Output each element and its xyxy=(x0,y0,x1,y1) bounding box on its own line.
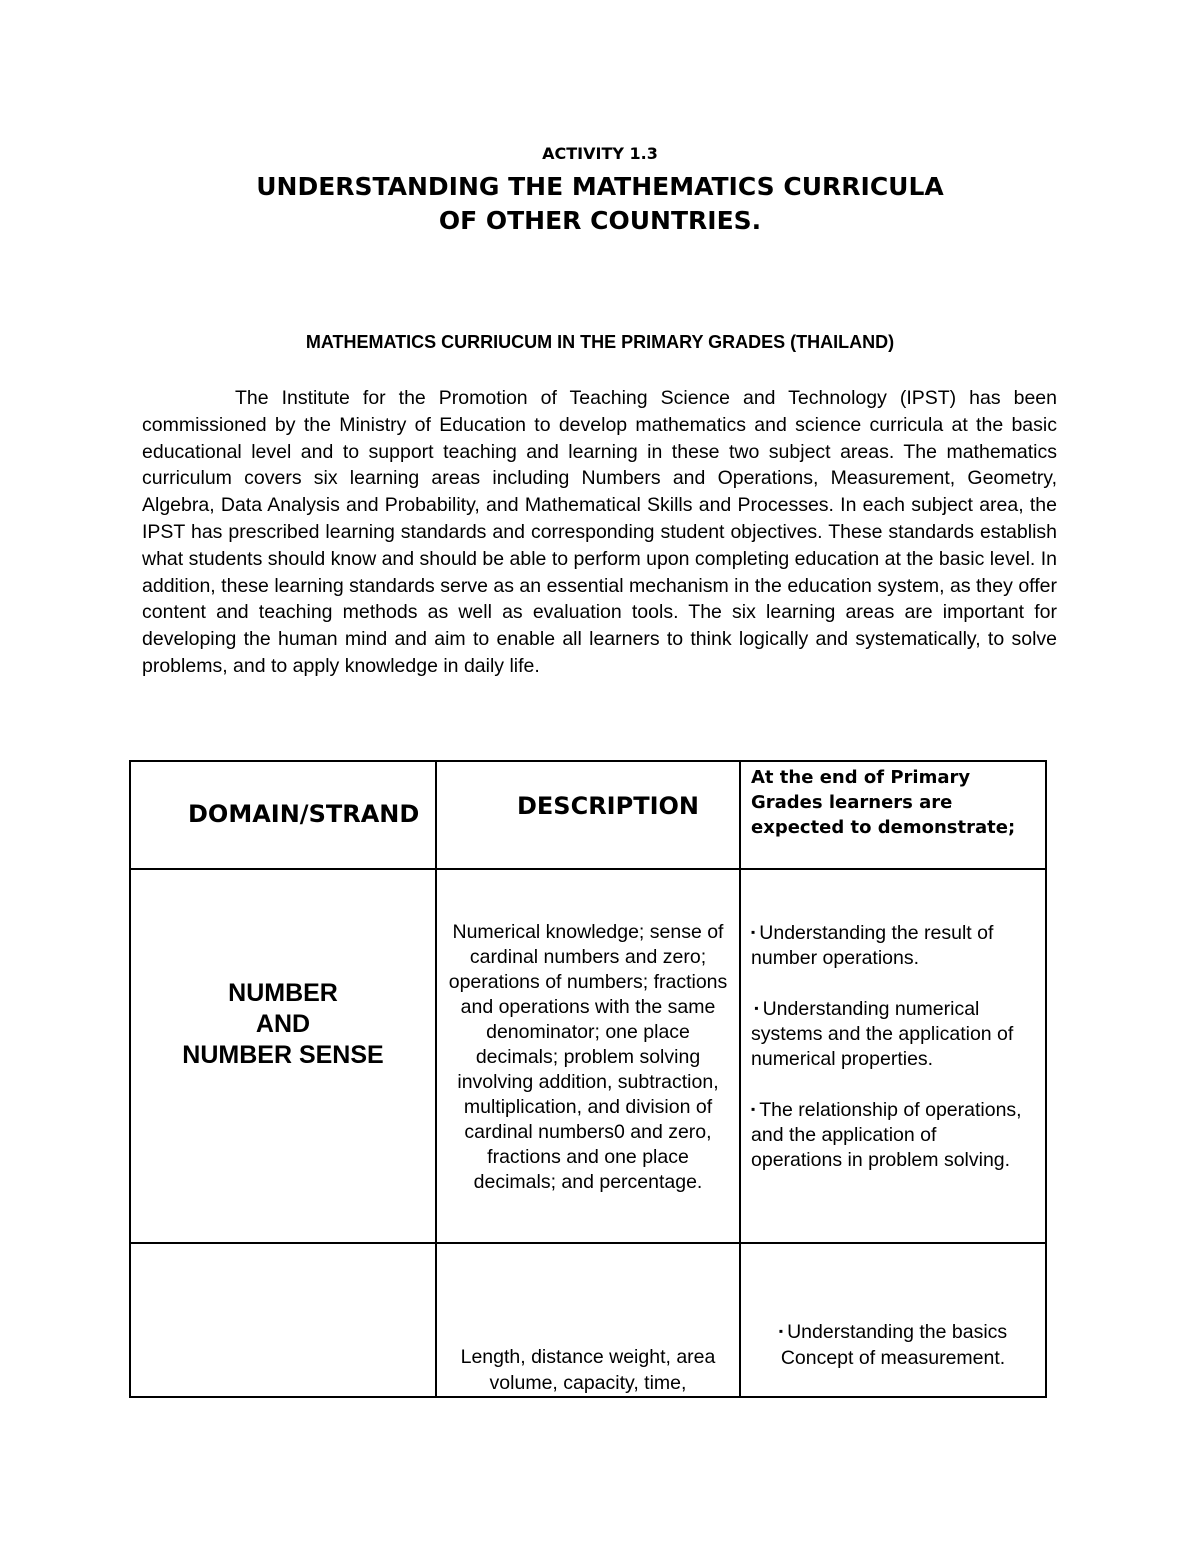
expectation-item xyxy=(751,1097,1031,1173)
description-text: Length, distance weight, area volume, capacity, time, xyxy=(460,1346,716,1394)
bullet-icon: ▪ xyxy=(751,925,756,939)
table-row xyxy=(130,869,1046,1243)
header-description-cell xyxy=(436,761,740,869)
description-cell xyxy=(436,1243,740,1397)
expectation-text: Understanding numerical systems and the application of numerical properties. xyxy=(751,998,1014,1070)
body-paragraph: The Institute for the Promotion of Teaching Science and Technology (IPST) has been commissioned by the Ministry of Education to develop mathematics and science curricula at the basic educational level and to support teaching and learning in these two subject areas. The mathematics curriculum covers six learning areas including Numbers and Operations, Measurement, Geometry, Algebra, Data Analysis and Probability, and Mathematical Skills and Processes. In each subject area, the IPST has prescribed learning standards and corresponding student objectives. These standards establish what students should know and should be able to perform upon completing education at the basic level. In addition, these learning standards serve as an essential mechanism in the education system, as they offer content and teaching methods as well as evaluation tools. The six learning areas are important for developing the human mind and aim to enable all learners to think logically and systematically, to solve problems, and to apply knowledge in daily life. xyxy=(142,387,1057,677)
domain-cell xyxy=(130,869,436,1243)
header-expectation-label: At the end of Primary Grades learners are expected to demonstrate; xyxy=(751,767,1016,838)
header-expectation-cell xyxy=(740,761,1046,869)
domain-line: NUMBER xyxy=(228,979,338,1007)
expectation-text: Understanding the result of number operations. xyxy=(751,922,994,969)
activity-label: ACTIVITY 1.3 xyxy=(542,144,658,163)
title-line-2: OF OTHER COUNTRIES. xyxy=(438,206,762,235)
header-domain-label: DOMAIN/STRAND xyxy=(188,800,420,828)
description-clip xyxy=(437,1244,739,1396)
description-text: Numerical knowledge; sense of cardinal numbers and zero; operations of numbers; fractions and operations with the same denominator; one place decimals; problem solving involving addition, subtraction, multiplication, and division of cardinal numbers0 and zero, fractions and one place decimals; and percentage. xyxy=(448,921,728,1193)
header-domain-cell xyxy=(130,761,436,869)
expectation-text: Understanding the basics Concept of measurement. xyxy=(780,1321,1008,1369)
bullet-icon: ▪ xyxy=(751,1102,756,1116)
expectation-item xyxy=(751,996,1031,1072)
section-heading: MATHEMATICS CURRIUCUM IN THE PRIMARY GRADES (THAILAND) xyxy=(305,332,895,352)
domain-name xyxy=(131,870,435,1071)
expectation-cell xyxy=(740,1243,1046,1397)
bullet-icon: ▪ xyxy=(778,1324,784,1338)
header-description-label: DESCRIPTION xyxy=(516,792,699,820)
domain-line: AND xyxy=(255,1010,311,1038)
table-header-row xyxy=(130,761,1046,869)
domain-cell xyxy=(130,1243,436,1397)
domain-line: NUMBER SENSE xyxy=(182,1041,384,1069)
bullet-icon: ▪ xyxy=(751,1001,759,1015)
document-title xyxy=(0,170,1200,238)
table-row xyxy=(130,1243,1046,1397)
title-line-1: UNDERSTANDING THE MATHEMATICS CURRICULA xyxy=(256,172,944,201)
expectation-list xyxy=(741,870,1045,1173)
description-cell xyxy=(436,869,740,1243)
expectation-text: The relationship of operations, and the application of operations in problem solving. xyxy=(751,1099,1022,1171)
curriculum-table xyxy=(129,760,1047,1398)
expectation-item xyxy=(751,920,1031,971)
expectation-cell xyxy=(740,869,1046,1243)
expectation-item xyxy=(741,1244,1045,1371)
